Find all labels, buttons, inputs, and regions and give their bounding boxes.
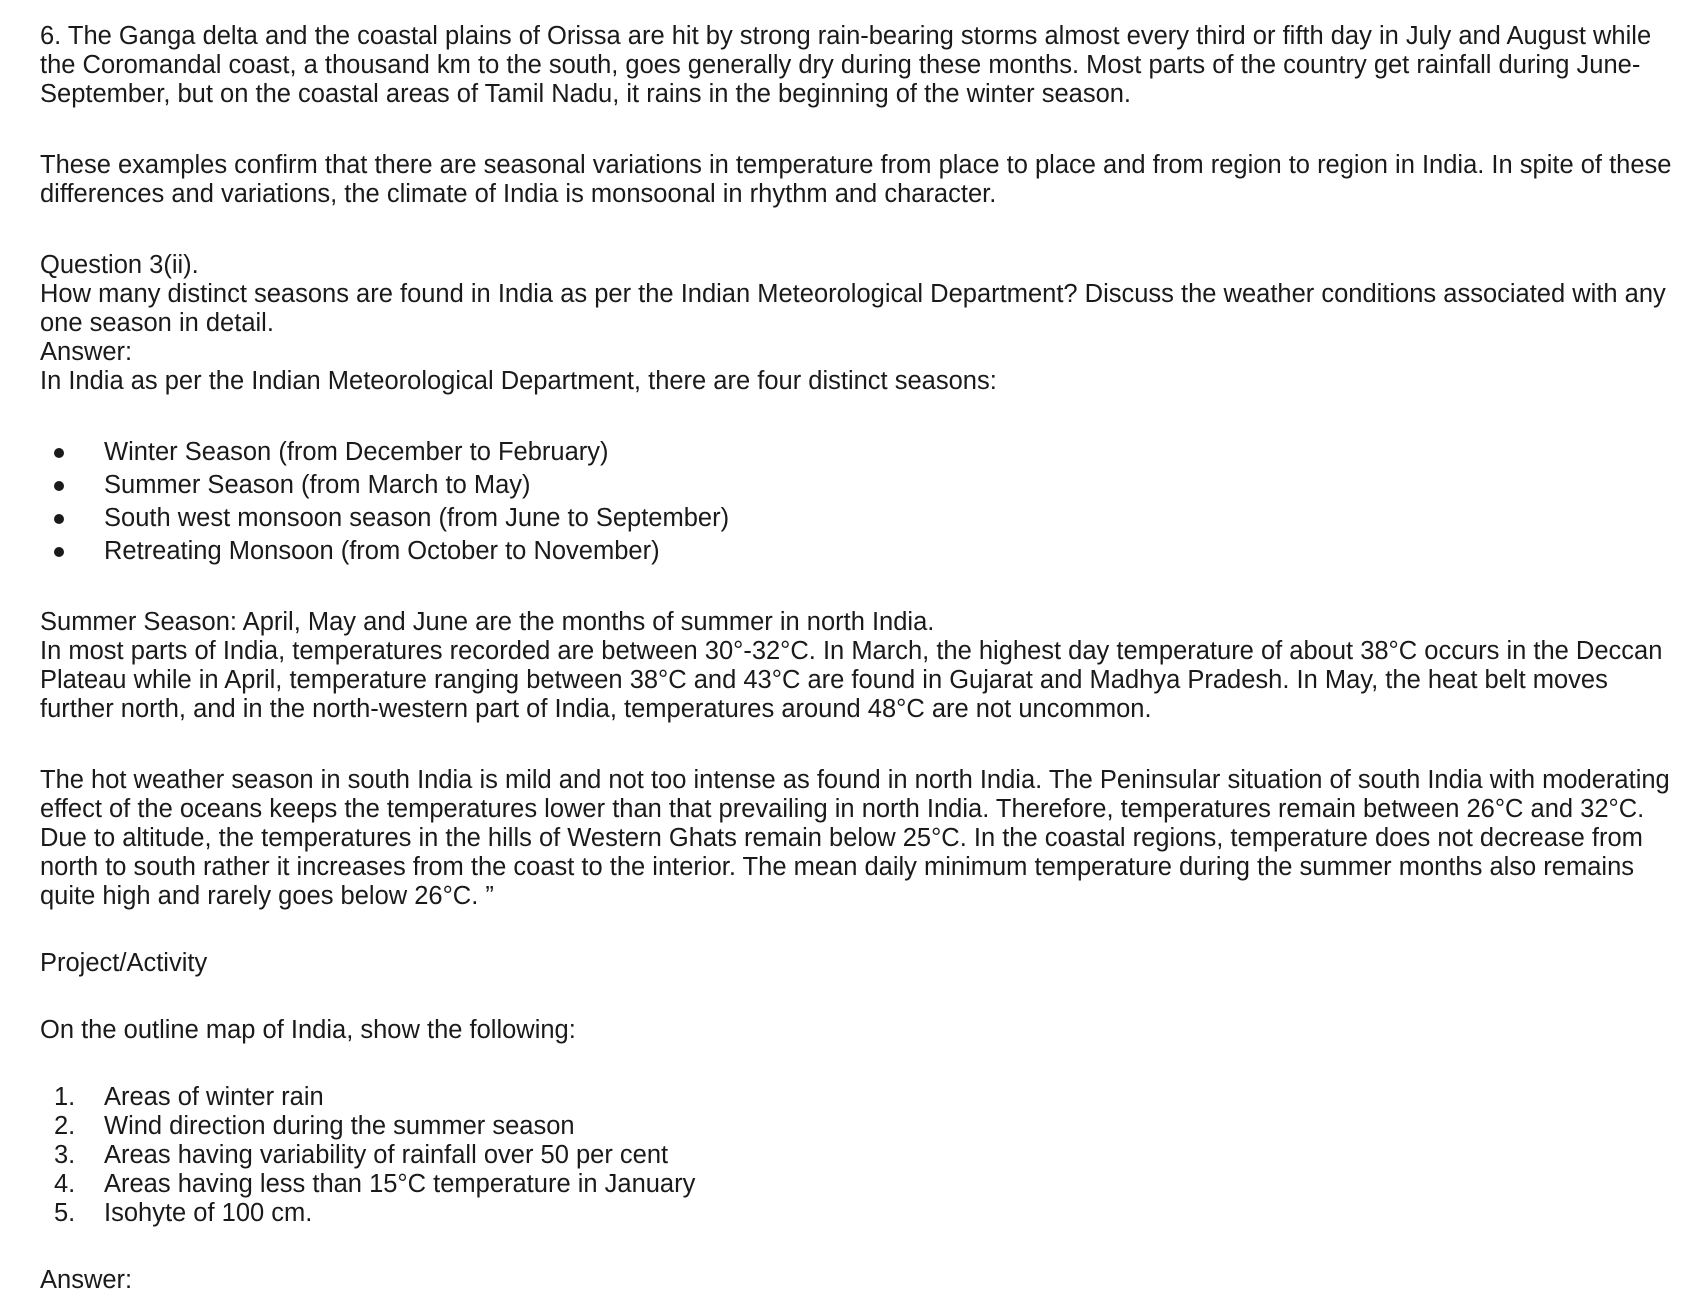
seasons-list	[40, 436, 1680, 568]
question-text: How many distinct seasons are found in India as per the Indian Meteorological Department? Discuss the weather conditions associated with any one season in detail.	[40, 280, 1666, 337]
project-instruction: On the outline map of India, show the following:	[40, 1016, 576, 1044]
list-item	[40, 1170, 1680, 1199]
season-label: Retreating Monsoon (from October to November)	[104, 537, 660, 565]
season-label: Winter Season (from December to February)	[104, 438, 609, 466]
paragraph-ganga-delta: 6. The Ganga delta and the coastal plains of Orissa are hit by strong rain-bearing storms almost every third or fifth day in July and August while the Coromandal coast, a thousand km to the south, goes generally dry during these months. Most parts of the country get rainfall during June-September, but on the coastal areas of Tamil Nadu, it rains in the beginning of the winter season.	[40, 22, 1652, 108]
item-number: 5.	[54, 1199, 76, 1227]
item-number: 4.	[54, 1170, 76, 1198]
list-item	[40, 469, 1680, 502]
list-item	[40, 1199, 1680, 1228]
item-number: 1.	[54, 1083, 76, 1111]
summer-body: In most parts of India, temperatures recorded are between 30°-32°C. In March, the highest day temperature of about 38°C occurs in the Deccan Plateau while in April, temperature ranging between 38°C and 43°C are found in Gujarat and Madhya Pradesh. In May, the heat belt moves further north, and in the north-western part of India, temperatures around 48°C are not uncommon.	[40, 637, 1663, 723]
list-item	[40, 1141, 1680, 1170]
item-text: Areas having variability of rainfall over 50 per cent	[104, 1141, 669, 1169]
list-item	[40, 1112, 1680, 1141]
item-number: 2.	[54, 1112, 76, 1140]
summer-section	[40, 608, 1680, 724]
question-number: Question 3(ii).	[40, 251, 199, 279]
summer-heading: Summer Season: April, May and June are the months of summer in north India.	[40, 608, 935, 636]
item-text: Areas of winter rain	[104, 1083, 324, 1111]
bullet-icon	[54, 448, 64, 458]
summer-south-paragraph: The hot weather season in south India is mild and not too intense as found in north India. The Peninsular situation of south India with moderating effect of the oceans keeps the temperatures lower than that prevailing in north India. Therefore, temperatures remain between 26°C and 32°C. Due to altitude, the temperatures in the hills of Western Ghats remain below 25°C. In the coastal regions, temperature does not decrease from north to south rather it increases from the coast to the interior. The mean daily minimum temperature during the summer months also remains quite high and rarely goes below 26°C. ”	[40, 766, 1670, 910]
list-item	[40, 535, 1680, 568]
bullet-icon	[54, 547, 64, 557]
season-label: Summer Season (from March to May)	[104, 471, 531, 499]
project-answer-label: Answer:	[40, 1266, 133, 1294]
bullet-icon	[54, 481, 64, 491]
paragraph-seasonal-variations: These examples confirm that there are seasonal variations in temperature from place to place and from region to region in India. In spite of these differences and variations, the climate of India is monsoonal in rhythm and character.	[40, 151, 1672, 208]
answer-label: Answer:	[40, 338, 133, 366]
item-number: 3.	[54, 1141, 76, 1169]
project-heading: Project/Activity	[40, 949, 208, 977]
question-block	[40, 251, 1680, 396]
list-item	[40, 1083, 1680, 1112]
item-text: Areas having less than 15°C temperature in January	[104, 1170, 696, 1198]
item-text: Isohyte of 100 cm.	[104, 1199, 313, 1227]
document-page	[40, 22, 1680, 1295]
project-items-list	[40, 1083, 1680, 1228]
season-label: South west monsoon season (from June to September)	[104, 504, 730, 532]
list-item	[40, 502, 1680, 535]
list-item	[40, 436, 1680, 469]
bullet-icon	[54, 514, 64, 524]
item-text: Wind direction during the summer season	[104, 1112, 575, 1140]
answer-intro: In India as per the Indian Meteorological Department, there are four distinct seasons:	[40, 367, 997, 395]
